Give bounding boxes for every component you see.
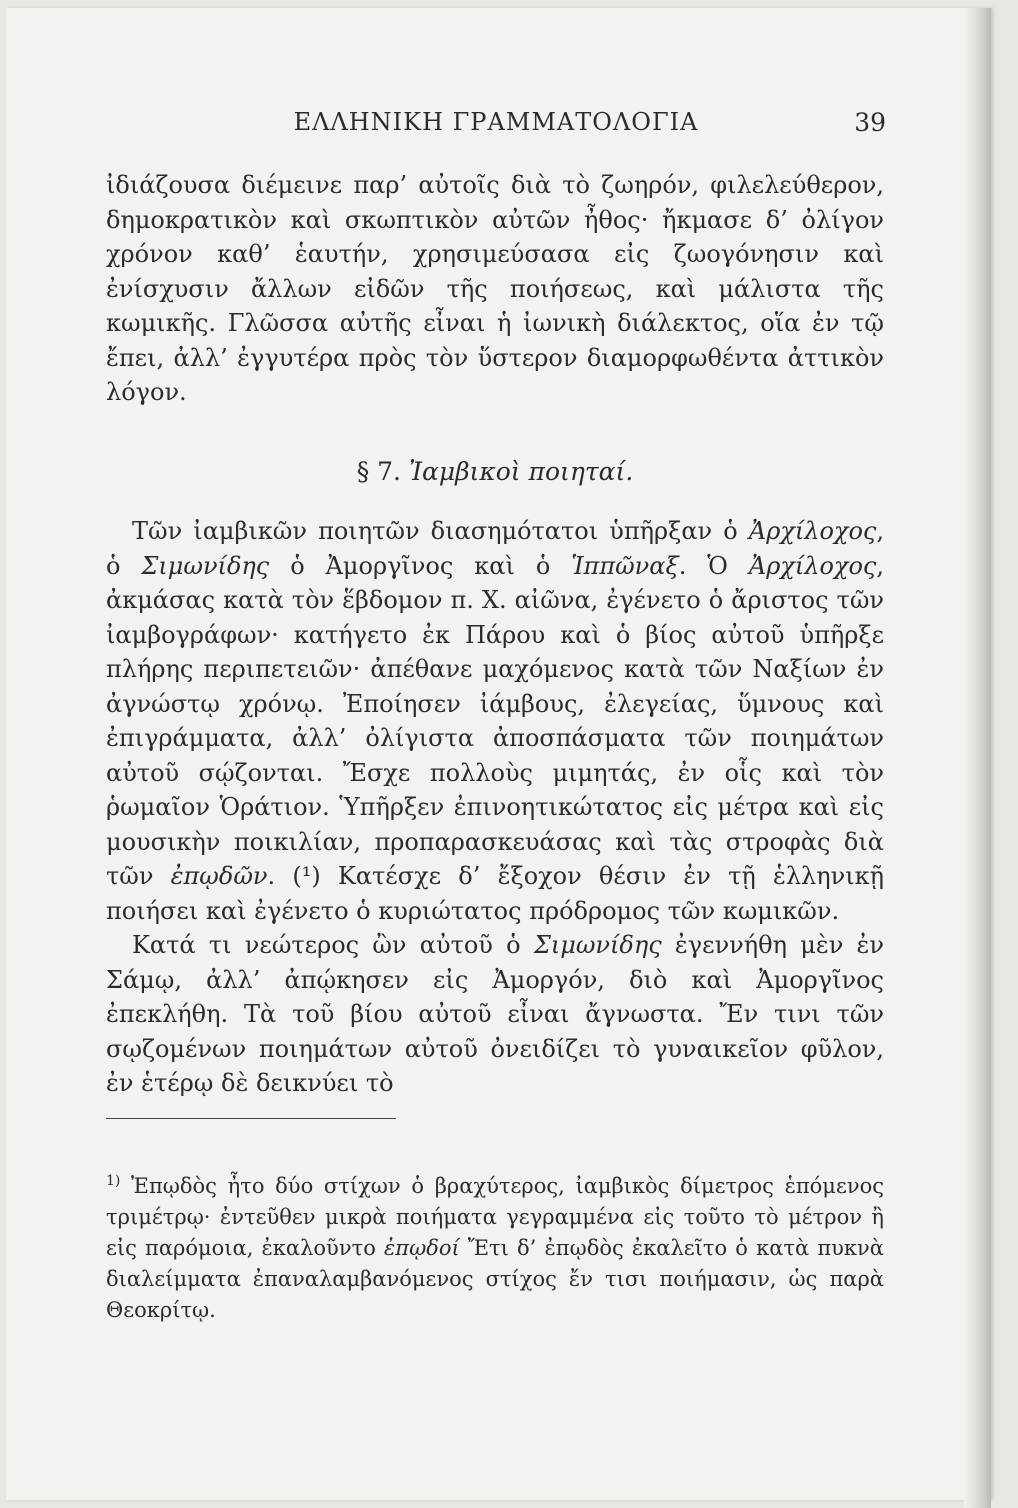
text-run: Τῶν ἰαμβικῶν ποιητῶν διασημότατοι ὑπῆρξαν ὁ (132, 517, 749, 545)
footnote-text-cont: Ἔτι δ’ ἐπῳδὸς ἐκαλεῖτο ὁ κατὰ πυκνὰ διαλείμματα ἐπαναλαμβανόμενος στίχος ἔν τισι ποιήμασιν, ὡς παρὰ Θεοκρίτῳ. (106, 1236, 884, 1322)
text-run: , ἀκμάσας κατὰ τὸν ἕβδομον π. Χ. αἰῶνα, ἐγένετο ὁ ἄριστος τῶν ἰαμβογράφων· κατήγετο ἐκ Πάρου καὶ ὁ βίος αὐτοῦ ὑπῆρξε πλήρης περιπετειῶν· ἀπέθανε μαχόμενος κατὰ τῶν Ναξίων ἐν ἀγνώστῳ χρόνῳ. Ἐποίησεν ἰάμβους, ἐλεγείας, ὕμνους καὶ ἐπιγράμματα, ἀλλ’ ὀλίγιστα ἀποσπάσματα τῶν ποιημάτων αὐτοῦ σῴζονται. Ἔσχε πολλοὺς μιμητάς, ἐν οἷς καὶ τὸν ῥωμαῖον Ὁράτιον. Ὑπῆρξεν ἐπινοητικώτατος εἰς μέτρα καὶ εἰς μουσικὴν ποικιλίαν, προπαρασκευάσας καὶ τὰς στροφὰς διὰ τῶν (106, 551, 884, 890)
text-run: . Ὁ (678, 551, 749, 580)
name-archilochus: Ἀρχίλοχος (748, 517, 877, 545)
text-run: Κατά τι νεώτερος ὢν αὐτοῦ ὁ (132, 931, 534, 959)
body-text (106, 168, 884, 1101)
section-number: § 7. (356, 456, 401, 486)
page-edge-shadow (964, 8, 991, 1508)
name-archilochus-2: Ἀρχίλοχος (748, 551, 877, 580)
footnote-divider (106, 1118, 396, 1119)
footnote-term-epodoi: ἐπῳδοί (384, 1236, 460, 1260)
paragraph-continued: ἰδιάζουσα διέμεινε παρ’ αὐτοῖς διὰ τὸ ζωηρόν, φιλελεύθερον, δημοκρατικὸν καὶ σκωπτικὸν αὐτῶν ἦθος· ἤκμασε δ’ ὀλίγον χρόνον καθ’ ἑαυτήν, χρησιμεύσασα εἰς ζωογόνησιν καὶ ἐνίσχυσιν ἄλλων εἰδῶν τῆς ποιήσεως, καὶ μάλιστα τῆς κωμικῆς. Γλῶσσα αὐτῆς εἶναι ἡ ἰωνικὴ διάλεκτος, οἵα ἐν τῷ ἔπει, ἀλλ’ ἐγγυτέρα πρὸς τὸν ὕστερον διαμορφωθέντα ἀττικὸν λόγον. (106, 171, 884, 406)
footnote-reference: . (¹) (267, 862, 321, 890)
name-simonides: Σιμωνίδης (141, 551, 270, 580)
book-page (6, 8, 991, 1500)
footnote (106, 1166, 884, 1326)
text-run: Κατέσχε δ’ ἔξοχον θέσιν ἐν τῇ ἑλληνικῇ ποιήσει καὶ ἐγένετο ὁ κυριώτατος πρόδρομος τῶν κωμικῶν. (106, 862, 884, 925)
name-simonides-2: Σιμωνίδης (533, 931, 662, 959)
text-run: ἐγεννήθη μὲν ἐν Σάμῳ, ἀλλ’ ἀπῴκησεν εἰς Ἀμοργόν, διὸ καὶ Ἀμοργῖνος ἐπεκλήθη. Τὰ τοῦ βίου αὐτοῦ εἶναι ἄγνωστα. Ἔν τινι τῶν σῳζομένων ποιημάτων αὐτοῦ ὀνειδίζει τὸ γυναικεῖον φῦλον, ἐν ἑτέρῳ δὲ δεικνύει τὸ (106, 931, 885, 1097)
name-hipponax: Ἱππῶναξ (571, 551, 679, 580)
footnote-text: Ἐπῳδὸς ἦτο δύο στίχων ὁ βραχύτερος, ἰαμβικὸς δίμετρος ἑπόμενος τριμέτρῳ· ἐντεῦθεν μικρὰ ποιήματα γεγραμμένα εἰς τοῦτο τὸ μέτρον ἢ εἰς παρόμοια, ἐκαλοῦντο (106, 1174, 884, 1260)
term-epodes: ἐπῳδῶν (170, 862, 268, 890)
paragraph-simonides (106, 928, 884, 1101)
page-number: 39 (854, 108, 886, 137)
section-title: Ἰαμβικοὶ ποιηταί. (408, 456, 634, 486)
page-header (106, 108, 886, 148)
text-run: ὁ Ἀμοργῖνος καὶ ὁ (269, 551, 572, 580)
paragraph-archilochus (106, 514, 884, 928)
running-head: ΕΛΛΗΝΙΚΗ ΓΡΑΜΜΑΤΟΛΟΓΙΑ (293, 108, 699, 136)
section-heading (106, 455, 884, 490)
footnote-mark: 1) (106, 1173, 121, 1189)
text-run: , ὁ (106, 517, 884, 580)
